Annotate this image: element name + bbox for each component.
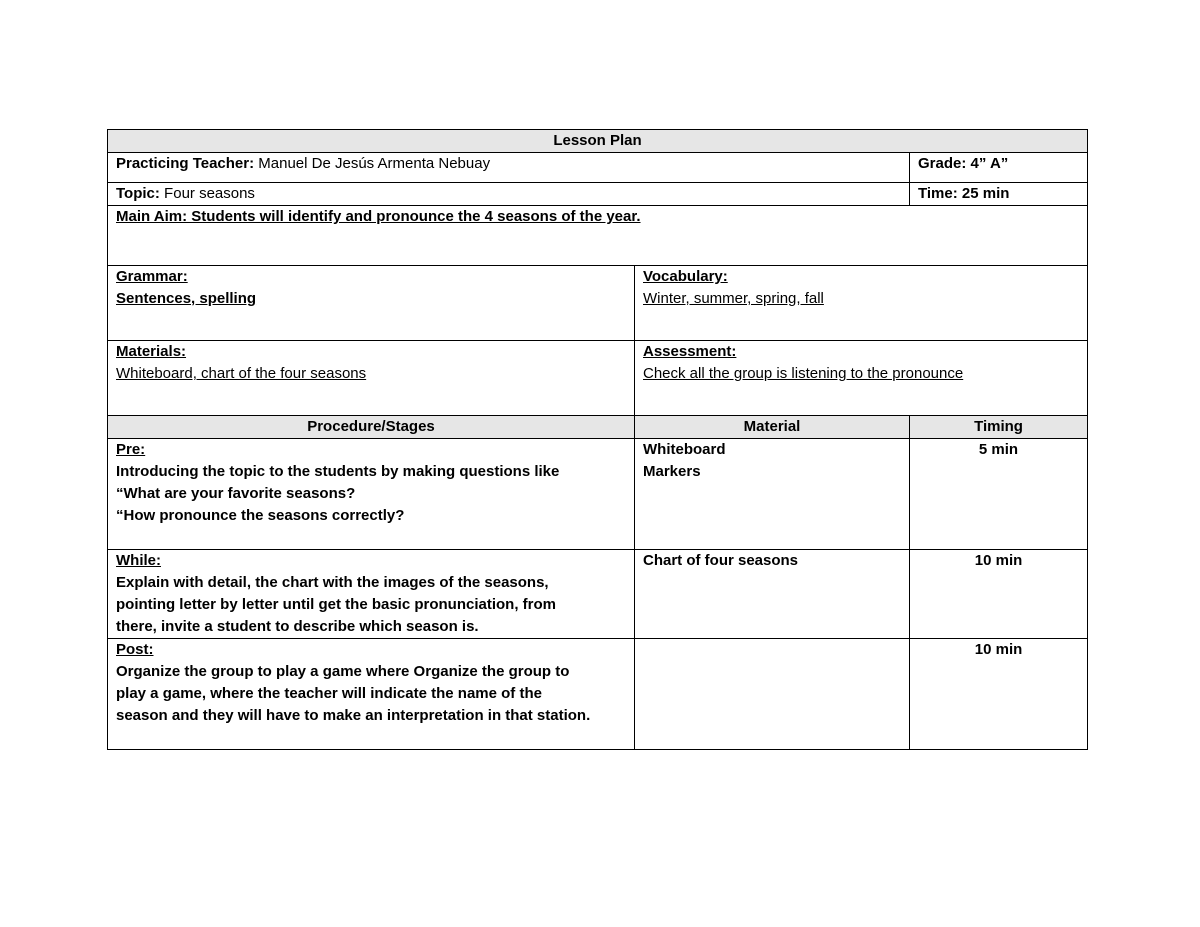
stage-line: Introducing the topic to the students by making questions like <box>116 463 560 480</box>
materials-assessment-row <box>108 341 1088 416</box>
vocabulary-value: Winter, summer, spring, fall <box>643 290 824 307</box>
header-material: Material <box>635 416 910 439</box>
vocabulary-cell <box>635 266 1088 341</box>
teacher-name: Manuel De Jesús Armenta Nebuay <box>254 155 491 172</box>
stage-materials <box>635 639 910 750</box>
stage-material-item: Markers <box>643 463 701 480</box>
stage-line: “What are your favorite seasons? <box>116 485 356 502</box>
grammar-label: Grammar: <box>116 268 188 285</box>
stage-line: Explain with detail, the chart with the images of the seasons, <box>116 574 549 591</box>
stage-material-item: Whiteboard <box>643 441 726 458</box>
stage-line: pointing letter by letter until get the basic pronunciation, from <box>116 596 557 613</box>
teacher-row <box>108 153 1088 183</box>
stage-material-item: Chart of four seasons <box>643 552 799 569</box>
assessment-cell <box>635 341 1088 416</box>
title-row <box>108 130 1088 153</box>
time-cell: Time: 25 min <box>910 183 1088 206</box>
materials-cell <box>108 341 635 416</box>
grammar-cell <box>108 266 635 341</box>
topic-value: Four seasons <box>159 185 255 202</box>
stage-row-while <box>108 550 1088 639</box>
stage-line: season and they will have to make an interpretation in that station. <box>116 707 591 724</box>
stage-description <box>108 439 635 550</box>
materials-label: Materials: <box>116 343 187 360</box>
table-title: Lesson Plan <box>108 130 1088 153</box>
stage-name: While: <box>116 552 161 569</box>
vocabulary-label: Vocabulary: <box>643 268 728 285</box>
stage-row-pre <box>108 439 1088 550</box>
stage-line: “How pronounce the seasons correctly? <box>116 507 405 524</box>
materials-value: Whiteboard, chart of the four seasons <box>116 365 367 382</box>
assessment-label: Assessment: <box>643 343 737 360</box>
topic-label: Topic: <box>116 185 160 202</box>
teacher-label: Practicing Teacher: <box>116 155 255 172</box>
stage-description <box>108 550 635 639</box>
stage-timing: 10 min <box>910 550 1088 639</box>
procedure-header-row <box>108 416 1088 439</box>
assessment-value: Check all the group is listening to the pronounce <box>643 365 964 382</box>
grammar-vocabulary-row <box>108 266 1088 341</box>
stage-timing: 10 min <box>910 639 1088 750</box>
stage-materials <box>635 439 910 550</box>
stage-timing: 5 min <box>910 439 1088 550</box>
stage-line: play a game, where the teacher will indicate the name of the <box>116 685 542 702</box>
main-aim-row <box>108 206 1088 266</box>
topic-row <box>108 183 1088 206</box>
stage-line: there, invite a student to describe which season is. <box>116 618 479 635</box>
grammar-value: Sentences, spelling <box>116 290 257 307</box>
stage-name: Post: <box>116 641 154 658</box>
stage-row-post <box>108 639 1088 750</box>
stage-line: Organize the group to play a game where Organize the group to <box>116 663 570 680</box>
stage-description <box>108 639 635 750</box>
topic-cell <box>108 183 910 206</box>
main-aim: Main Aim: Students will identify and pronounce the 4 seasons of the year. <box>108 206 1088 266</box>
stage-name: Pre: <box>116 441 146 458</box>
header-timing: Timing <box>910 416 1088 439</box>
lesson-plan-table <box>107 129 1088 750</box>
header-procedure: Procedure/Stages <box>108 416 635 439</box>
grade-cell: Grade: 4” A” <box>910 153 1088 183</box>
teacher-cell <box>108 153 910 183</box>
stage-materials <box>635 550 910 639</box>
